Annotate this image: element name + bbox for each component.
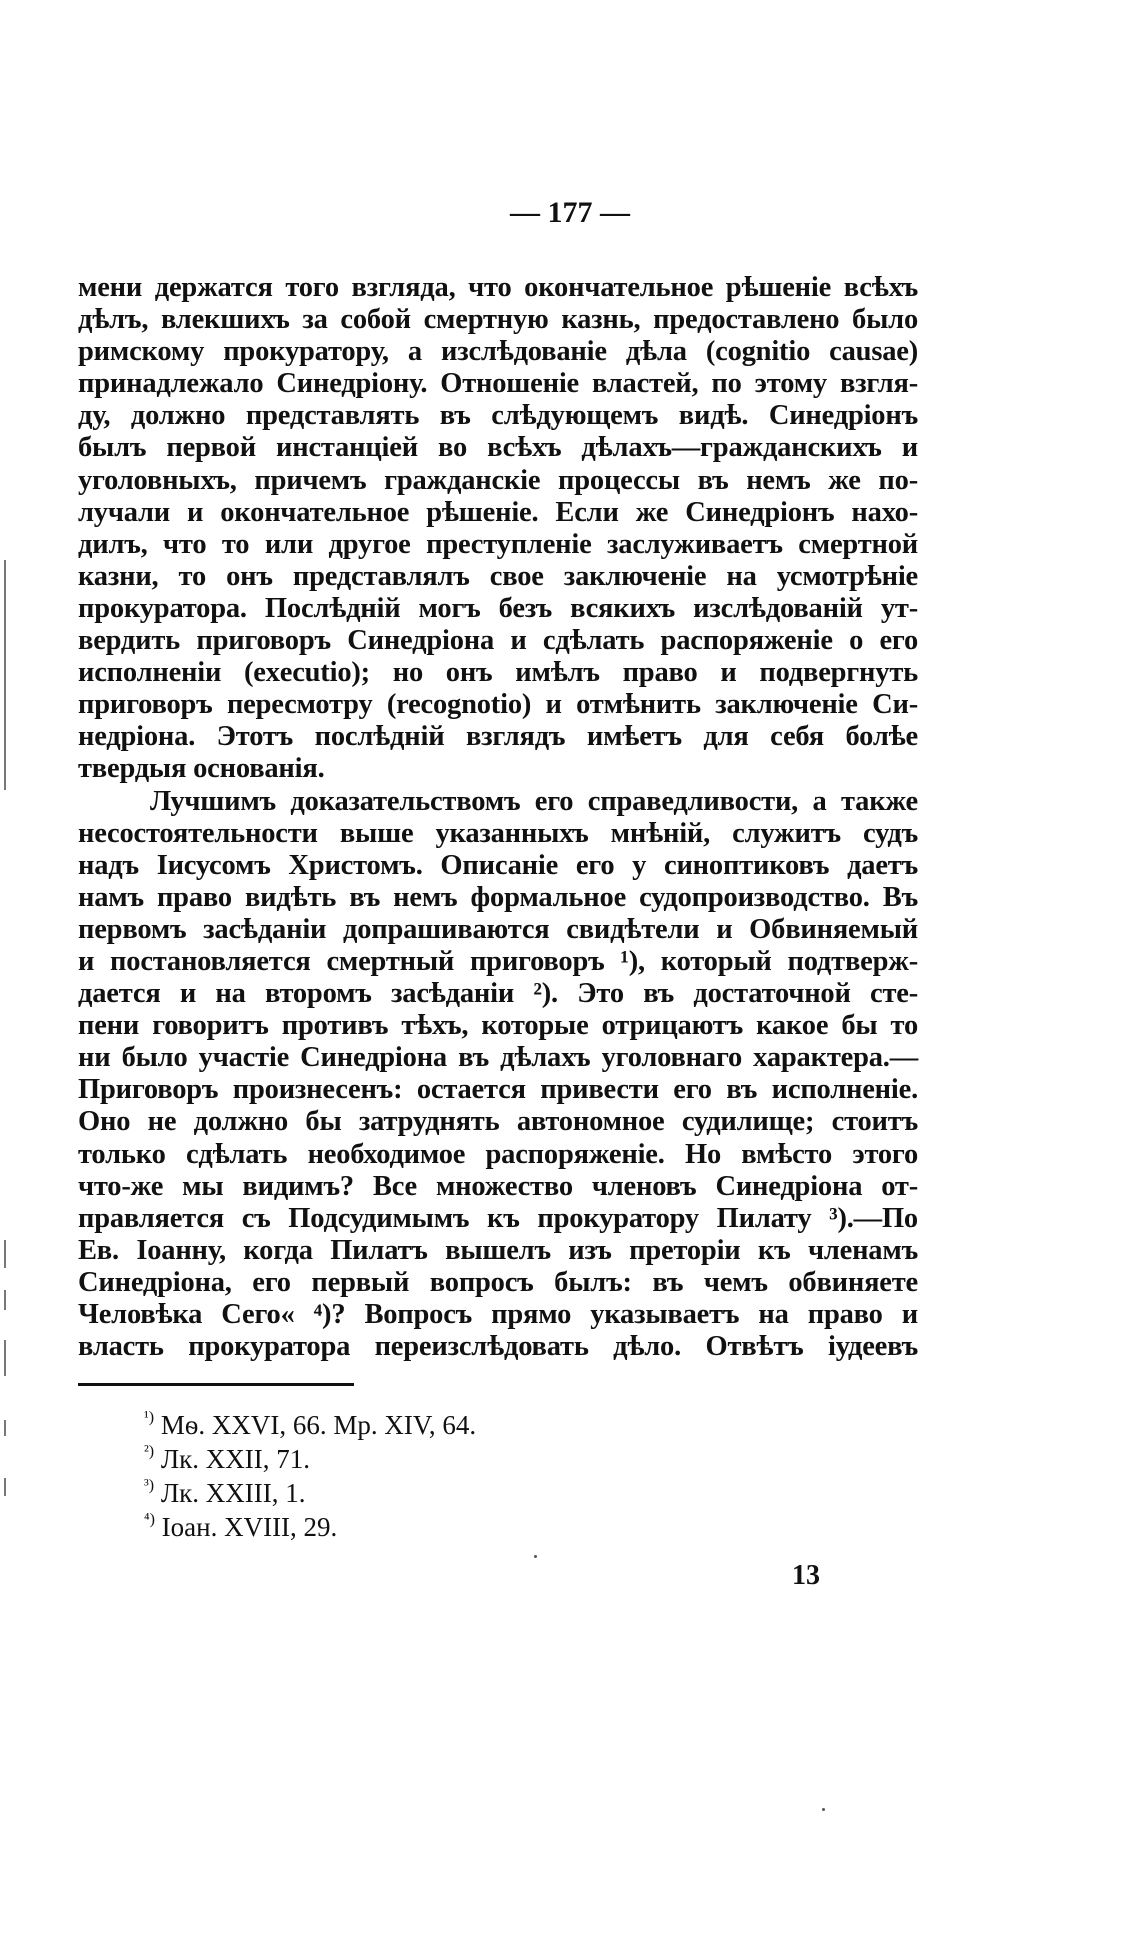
text-line: ду, должно представлять въ слѣдующемъ видѣ. Синедріонъ — [78, 400, 918, 432]
page-number: — 177 — — [510, 196, 630, 229]
scan-edge-mark — [4, 1420, 6, 1436]
scan-speck — [534, 1555, 537, 1558]
text-line: дѣлъ, влекшихъ за собой смертную казнь, предоставлено было — [78, 304, 918, 336]
text-line: и постановляется смертный приговоръ ¹), который подтверж- — [78, 945, 918, 977]
text-line: Синедріона, его первый вопросъ былъ: въ чемъ обвиняете — [78, 1266, 918, 1298]
text-line: намъ право видѣть въ немъ формальное судопроизводство. Въ — [78, 881, 918, 913]
text-line: римскому прокуратору, а изслѣдованіе дѣла (cognitio causae) — [78, 336, 918, 368]
text-line: пени говоритъ противъ тѣхъ, которые отрицаютъ какое бы то — [78, 1010, 918, 1042]
footnote-mark: ¹) — [144, 1409, 155, 1426]
scan-speck — [822, 1808, 825, 1811]
text-line: недріона. Этотъ послѣдній взглядъ имѣетъ для себя болѣе — [78, 721, 918, 753]
text-line: только сдѣлать необходимое распоряженіе. Но вмѣсто этого — [78, 1138, 918, 1170]
footnote-text: Лк. XXIII, 1. — [160, 1478, 306, 1508]
text-line: первомъ засѣданіи допрашиваются свидѣтели и Обвиняемый — [78, 913, 918, 945]
footnote — [144, 1510, 476, 1544]
text-line: Приговоръ произнесенъ: остается привести его въ исполненіе. — [78, 1074, 918, 1106]
footnote-separator — [78, 1383, 354, 1386]
text-line: надъ Іисусомъ Христомъ. Описаніе его у синоптиковъ даетъ — [78, 849, 918, 881]
text-line: уголовныхъ, причемъ гражданскіе процессы въ немъ же по- — [78, 464, 918, 496]
scan-edge-mark — [4, 1340, 6, 1376]
footnote — [144, 1442, 476, 1476]
footnote-mark: ⁴) — [144, 1511, 155, 1528]
text-line: ни было участіе Синедріона въ дѣлахъ уголовнаго характера.— — [78, 1042, 918, 1074]
signature-mark: 13 — [792, 1560, 820, 1591]
text-line: вердить приговоръ Синедріона и сдѣлать распоряженіе о его — [78, 625, 918, 657]
text-line: приговоръ пересмотру (recognotio) и отмѣнить заключеніе Си- — [78, 689, 918, 721]
text-line: Ев. Іоанну, когда Пилатъ вышелъ изъ преторіи къ членамъ — [78, 1234, 918, 1266]
text-line: прокуратора. Послѣдній могъ безъ всякихъ изслѣдованій ут- — [78, 592, 918, 624]
text-line: Человѣка Сего« ⁴)? Вопросъ прямо указываетъ на право и — [78, 1299, 918, 1330]
footnotes — [144, 1408, 476, 1544]
scan-edge-mark — [4, 1290, 6, 1310]
text-line: казни, то онъ представлялъ свое заключеніе на усмотрѣніе — [78, 560, 918, 592]
scan-edge-mark — [4, 1478, 6, 1496]
text-line: что-же мы видимъ? Все множество членовъ Синедріона от- — [78, 1170, 918, 1202]
text-line: Оно не должно бы затруднять автономное судилище; стоитъ — [78, 1106, 918, 1138]
scan-edge-mark — [4, 560, 6, 790]
footnote — [144, 1408, 476, 1442]
text-line: правляется съ Подсудимымъ къ прокуратору Пилату ³).—По — [78, 1202, 918, 1234]
footnote-mark: ³) — [144, 1477, 155, 1494]
footnote-text: Мѳ. XXVI, 66. Мр. XIV, 64. — [160, 1410, 477, 1440]
paragraph-end-line: твердыя основанія. — [78, 753, 325, 785]
scan-edge-mark — [4, 1240, 6, 1268]
footnote-text: Іоан. XVIII, 29. — [161, 1512, 338, 1542]
text-line: исполненіи (executio); но онъ имѣлъ право и подвергнуть — [78, 657, 918, 689]
paragraph-first-line: Лучшимъ доказательствомъ его справедливости, а также — [150, 785, 918, 817]
text-line: несостоятельности выше указанныхъ мнѣній, служитъ судъ — [78, 817, 918, 849]
footnote-text: Лк. XXII, 71. — [160, 1444, 311, 1474]
text-line: принадлежало Синедріону. Отношеніе властей, по этому взгля- — [78, 368, 918, 400]
text-line: лучали и окончательное рѣшеніе. Если же Синедріонъ нахо- — [78, 496, 918, 528]
footnote — [144, 1476, 476, 1510]
text-line: власть прокуратора переизслѣдовать дѣло. Отвѣтъ іудеевъ — [78, 1331, 918, 1363]
body-text — [78, 272, 918, 1363]
text-line: дилъ, что то или другое преступленіе заслуживаетъ смертной — [78, 528, 918, 560]
footnote-mark: ²) — [144, 1443, 155, 1460]
text-line: мени держатся того взгляда, что окончательное рѣшеніе всѣхъ — [78, 272, 918, 303]
text-line: дается и на второмъ засѣданіи ²). Это въ достаточной сте- — [78, 978, 918, 1010]
text-line: былъ первой инстанціей во всѣхъ дѣлахъ—гражданскихъ и — [78, 432, 918, 464]
